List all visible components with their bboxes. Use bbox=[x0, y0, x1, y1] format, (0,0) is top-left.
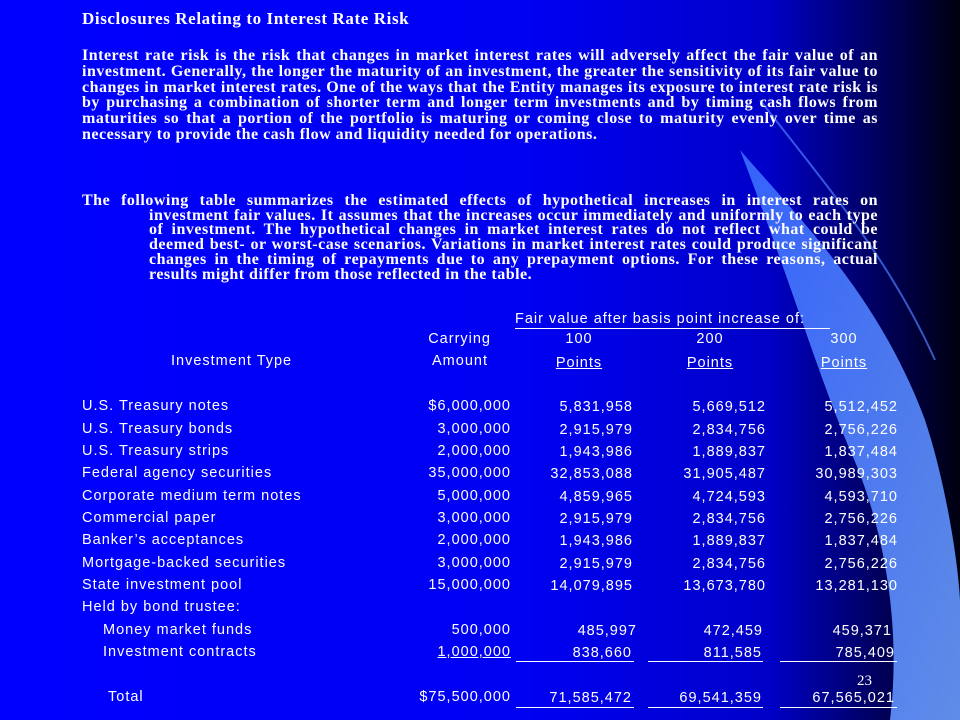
row-label: U.S. Treasury strips bbox=[82, 443, 230, 459]
fair-value-100: 4,859,965 bbox=[559, 489, 633, 505]
total-rule-200 bbox=[648, 707, 763, 708]
fair-value-300: 5,512,452 bbox=[824, 399, 898, 415]
fair-value-100: 14,079,895 bbox=[550, 578, 633, 594]
col-300-points: Points bbox=[820, 355, 868, 371]
fair-value-200: 4,724,593 bbox=[692, 489, 766, 505]
total-fair-value-300: 67,565,021 bbox=[812, 690, 895, 706]
fair-value-100: 2,915,979 bbox=[559, 422, 633, 438]
col-200-header: 200 bbox=[696, 331, 724, 347]
total-carrying-amount: $75,500,000 bbox=[419, 689, 511, 705]
subtotal-rule-300 bbox=[780, 661, 897, 662]
col-carrying-line2: Amount bbox=[432, 353, 488, 369]
col-100-header: 100 bbox=[565, 331, 593, 347]
fair-value-300: 13,281,130 bbox=[815, 578, 898, 594]
fair-value-300: 2,756,226 bbox=[824, 511, 898, 527]
fair-value-300: 459,371 bbox=[832, 623, 892, 639]
subtotal-rule-100 bbox=[516, 661, 634, 662]
fair-value-300: 30,989,303 bbox=[815, 466, 898, 482]
total-rule-100 bbox=[516, 707, 634, 708]
col-investment-type: Investment Type bbox=[171, 353, 293, 369]
fair-value-300: 785,409 bbox=[835, 645, 895, 661]
fair-value-200: 5,669,512 bbox=[692, 399, 766, 415]
fair-value-200: 1,889,837 bbox=[692, 533, 766, 549]
carrying-amount: 3,000,000 bbox=[437, 510, 511, 526]
fair-value-100: 838,660 bbox=[572, 645, 632, 661]
fair-value-200: 472,459 bbox=[703, 623, 763, 639]
fair-value-100: 2,915,979 bbox=[559, 556, 633, 572]
col-100-points: Points bbox=[555, 355, 603, 371]
fair-value-200: 2,834,756 bbox=[692, 556, 766, 572]
fair-value-300: 2,756,226 bbox=[824, 422, 898, 438]
row-label: Federal agency securities bbox=[82, 465, 273, 481]
fair-value-200: 31,905,487 bbox=[683, 466, 766, 482]
fair-value-300: 2,756,226 bbox=[824, 556, 898, 572]
carrying-amount: 5,000,000 bbox=[437, 488, 511, 504]
carrying-amount: $6,000,000 bbox=[428, 398, 511, 414]
fair-value-100: 32,853,088 bbox=[550, 466, 633, 482]
row-label: State investment pool bbox=[82, 577, 243, 593]
col-200-points: Points bbox=[686, 355, 734, 371]
row-label: Corporate medium term notes bbox=[82, 488, 302, 504]
fair-value-200: 811,585 bbox=[703, 645, 762, 661]
group-header-underline bbox=[515, 328, 830, 329]
fair-value-100: 5,831,958 bbox=[559, 399, 633, 415]
total-label: Total bbox=[108, 689, 144, 705]
held-by-trustee-label: Held by bond trustee: bbox=[82, 599, 241, 615]
fair-value-300: 1,837,484 bbox=[824, 533, 898, 549]
col-carrying-line1: Carrying bbox=[428, 331, 491, 347]
fair-value-200: 13,673,780 bbox=[683, 578, 766, 594]
row-label: U.S. Treasury bonds bbox=[82, 421, 234, 437]
row-label: U.S. Treasury notes bbox=[82, 398, 230, 414]
carrying-amount: 15,000,000 bbox=[428, 577, 511, 593]
paragraph-interest-rate-risk: Interest rate risk is the risk that changes in market interest rates will adversely affect the fair value of an investment. Generally, the longer the maturity of an investment, the greater the sensitivity of its fair value to changes in market interest rates. One of the ways that the Entity manages its exposure to interest rate risk is by purchasing a combination of shorter term and longer term investments and by timing cash flows from maturities so that a portion of the portfolio is maturing or coming close to maturity evenly over time as necessary to provide the cash flow and liquidity needed for operations. bbox=[82, 47, 878, 143]
total-fair-value-100: 71,585,472 bbox=[549, 690, 632, 706]
fair-value-300: 4,593,710 bbox=[824, 489, 898, 505]
paragraph-table-summary: The following table summarizes the estimated effects of hypothetical increases in interest rates on investment fair values. It assumes that the increases occur immediately and uniformly to each type of investment. The hypothetical changes in market interest rates do not reflect what could be deemed best- or worst-case scenarios. Variations in market interest rates could produce significant changes in the timing of repayments due to any prepayment options. For these reasons, actual results might differ from those reflected in the table. bbox=[82, 192, 878, 283]
slide-title: Disclosures Relating to Interest Rate Risk bbox=[82, 9, 410, 28]
fair-value-300: 1,837,484 bbox=[824, 444, 898, 460]
carrying-amount: 35,000,000 bbox=[428, 465, 511, 481]
fair-value-100: 1,943,986 bbox=[559, 444, 633, 460]
row-label: Banker’s acceptances bbox=[82, 532, 245, 548]
row-label: Commercial paper bbox=[82, 510, 217, 526]
row-label: Mortgage-backed securities bbox=[82, 555, 287, 571]
table-group-header: Fair value after basis point increase of: bbox=[515, 311, 806, 327]
fair-value-100: 2,915,979 bbox=[559, 511, 633, 527]
carrying-amount: 500,000 bbox=[451, 622, 511, 638]
fair-value-200: 1,889,837 bbox=[692, 444, 766, 460]
carrying-amount: 1,000,000 bbox=[437, 644, 511, 660]
fair-value-100: 1,943,986 bbox=[559, 533, 633, 549]
carrying-amount: 2,000,000 bbox=[437, 443, 511, 459]
fair-value-100: 485,997 bbox=[577, 623, 637, 639]
carrying-amount: 3,000,000 bbox=[437, 421, 511, 437]
total-rule-300 bbox=[780, 707, 897, 708]
page-number: 23 bbox=[857, 673, 872, 689]
subtotal-rule-200 bbox=[648, 661, 763, 662]
fair-value-200: 2,834,756 bbox=[692, 422, 766, 438]
row-label: Money market funds bbox=[103, 622, 253, 638]
row-label: Investment contracts bbox=[103, 644, 257, 660]
fair-value-200: 2,834,756 bbox=[692, 511, 766, 527]
carrying-amount: 2,000,000 bbox=[437, 532, 511, 548]
col-300-header: 300 bbox=[830, 331, 858, 347]
carrying-amount: 3,000,000 bbox=[437, 555, 511, 571]
total-fair-value-200: 69,541,359 bbox=[679, 690, 762, 706]
